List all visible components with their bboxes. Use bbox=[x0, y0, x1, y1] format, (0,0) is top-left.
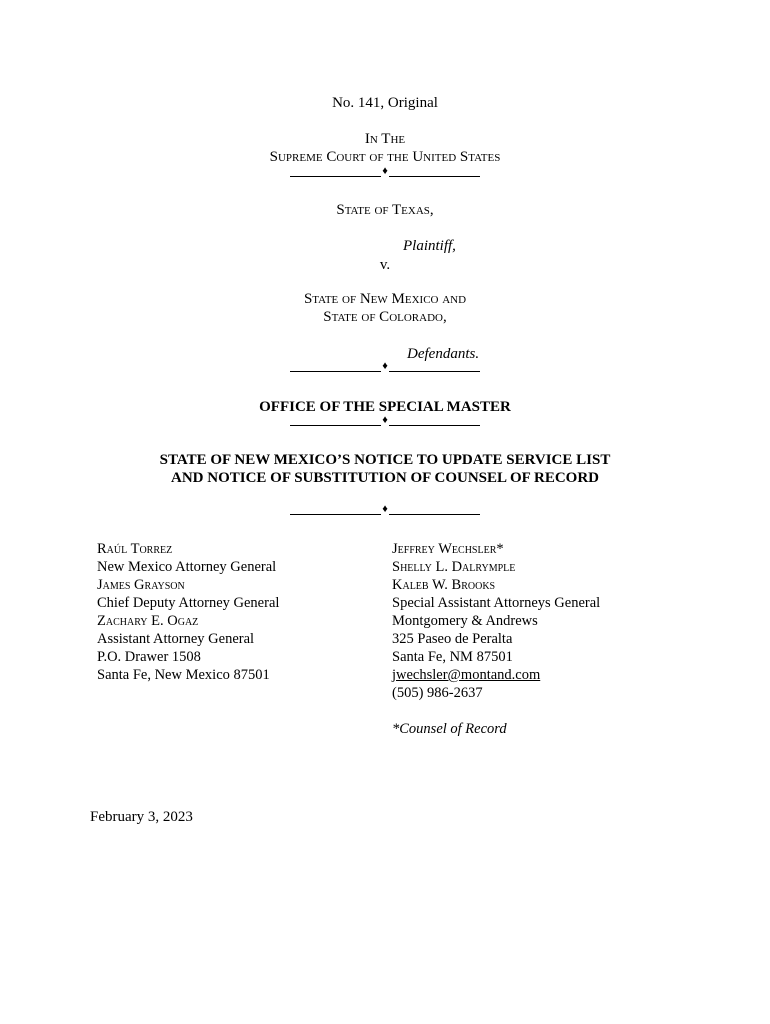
counsel-left-block bbox=[97, 540, 279, 684]
firm-name: Montgomery & Andrews bbox=[392, 613, 538, 629]
court-line-1: In The bbox=[364, 131, 406, 147]
email-link[interactable]: jwechsler@montand.com bbox=[392, 667, 541, 683]
counsel-of-record-note: *Counsel of Record bbox=[392, 721, 507, 737]
plaintiff-name: State of Texas, bbox=[336, 202, 434, 218]
divider-1 bbox=[290, 166, 480, 180]
counsel-name: Kaleb W. Brooks bbox=[392, 577, 496, 593]
office-title: OFFICE OF THE SPECIAL MASTER bbox=[259, 399, 511, 415]
diamond-icon: ♦ bbox=[382, 165, 388, 177]
counsel-name: Jeffrey Wechsler* bbox=[392, 541, 504, 557]
plaintiff-role: Plaintiff, bbox=[403, 238, 456, 254]
case-number: No. 141, Original bbox=[332, 95, 438, 111]
counsel-name: James Grayson bbox=[97, 577, 185, 593]
counsel-name: Shelly L. Dalrymple bbox=[392, 559, 516, 575]
counsel-title: Special Assistant Attorneys General bbox=[392, 595, 601, 611]
counsel-title: Chief Deputy Attorney General bbox=[97, 595, 280, 611]
counsel-title: New Mexico Attorney General bbox=[97, 559, 277, 575]
defendant-role: Defendants. bbox=[407, 346, 480, 362]
notice-title-line-1: STATE OF NEW MEXICO’S NOTICE TO UPDATE SERVICE LIST bbox=[159, 452, 611, 468]
defendant-line-2: State of Colorado, bbox=[323, 309, 447, 325]
versus: v. bbox=[379, 257, 391, 273]
counsel-title: Assistant Attorney General bbox=[97, 631, 255, 647]
diamond-icon: ♦ bbox=[382, 360, 388, 372]
address-line: Santa Fe, New Mexico 87501 bbox=[97, 667, 270, 683]
counsel-name: Zachary E. Ogaz bbox=[97, 613, 199, 629]
divider-2 bbox=[290, 361, 480, 375]
diamond-icon: ♦ bbox=[382, 503, 388, 515]
court-line-2: Supreme Court of the United States bbox=[269, 149, 501, 165]
divider-3 bbox=[290, 415, 480, 429]
notice-title-line-2: AND NOTICE OF SUBSTITUTION OF COUNSEL OF RECORD bbox=[171, 470, 599, 486]
diamond-icon: ♦ bbox=[382, 414, 388, 426]
counsel-name: Raúl Torrez bbox=[97, 541, 173, 557]
phone-number: (505) 986-2637 bbox=[392, 685, 483, 701]
address-line: P.O. Drawer 1508 bbox=[97, 649, 201, 665]
defendant-line-1: State of New Mexico and bbox=[303, 291, 467, 307]
address-line: 325 Paseo de Peralta bbox=[392, 631, 513, 647]
counsel-right-block bbox=[392, 540, 600, 738]
address-line: Santa Fe, NM 87501 bbox=[392, 649, 513, 665]
divider-4 bbox=[290, 504, 480, 518]
filing-date: February 3, 2023 bbox=[90, 809, 193, 825]
